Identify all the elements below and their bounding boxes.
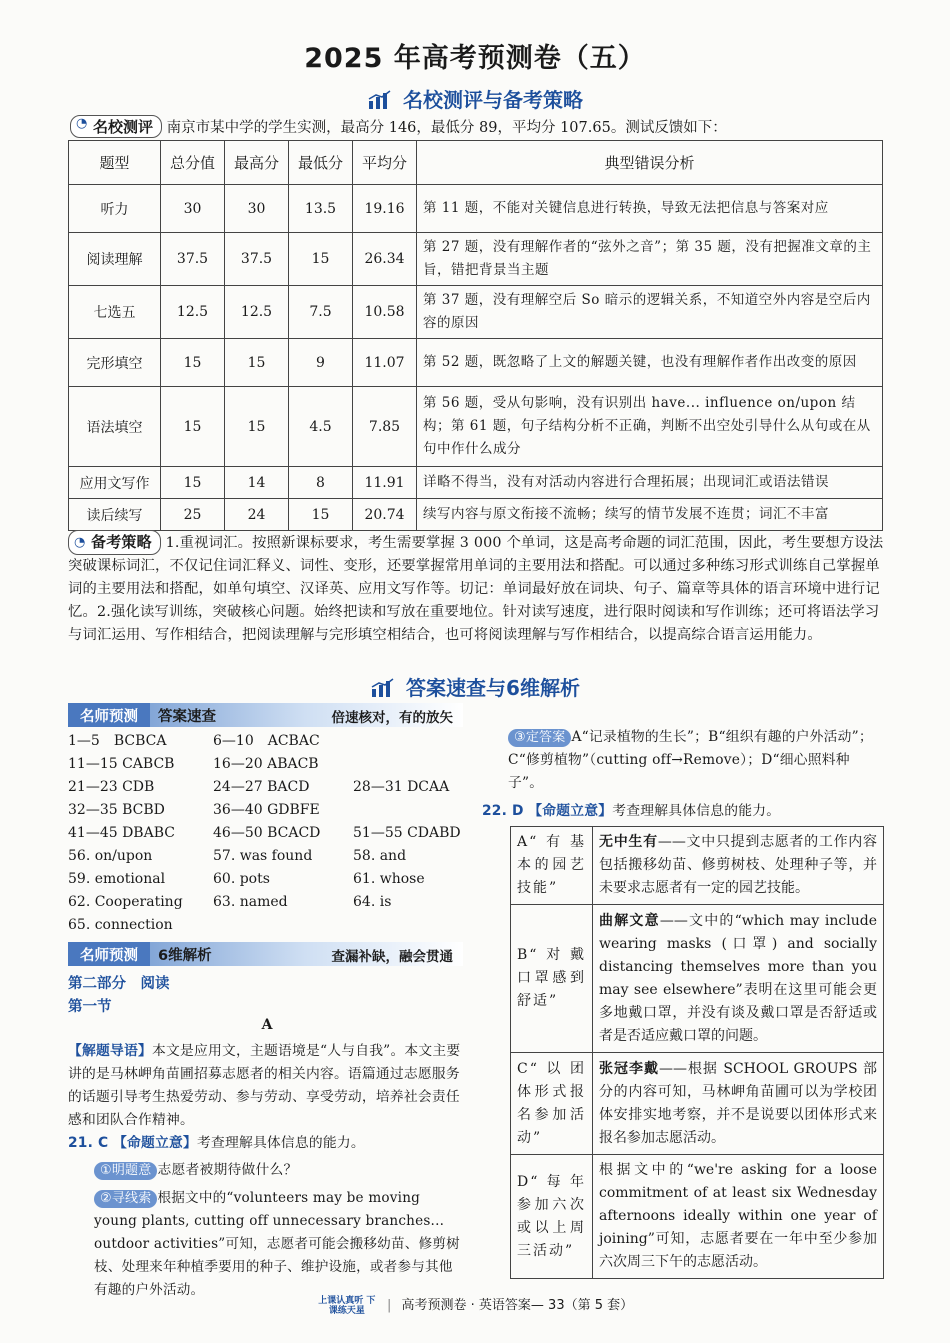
cell: 9 (289, 339, 353, 387)
answer-quick-check-bar (68, 703, 463, 727)
section-heading-answers (0, 672, 950, 701)
guide-text: 本文是应用文，主题语境是“人与自我”。本文主要讲的是马林岬角苗圃招募志愿者的相关内容。语篇通过志愿服务的话题引导考生热爱劳动、参与劳动、享受劳动，培养社会责任感和团队合作精神。 (68, 1043, 461, 1128)
table-row (69, 499, 883, 531)
bar-label: 名师预测 (68, 942, 150, 966)
answer-item: 63. named (213, 894, 288, 910)
q21-line (68, 1132, 466, 1155)
cell: 第 52 题，既忽略了上文的解题关键，也没有理解作者作出改变的原因 (417, 339, 883, 387)
sub-heading: 第一节 (68, 999, 112, 1015)
answer-item: 28—31 DCAA (353, 779, 450, 795)
section-heading-evaluation (0, 84, 950, 113)
answer-item: 41—45 DBABC (68, 825, 175, 841)
col-header: 题型 (69, 141, 161, 185)
cell: 第 11 题，不能对关键信息进行转换，导致无法把信息与答案对应 (417, 185, 883, 233)
option-row (511, 905, 884, 1053)
cell: 15 (289, 233, 353, 286)
option-analysis (593, 905, 884, 1053)
cell: 11.91 (353, 467, 417, 499)
q21-step2 (94, 1187, 466, 1302)
answer-item: 61. whose (353, 871, 425, 887)
cell: 详略不得当，没有对活动内容进行合理拓展；出现词汇或语法错误 (417, 467, 883, 499)
answer-item: 64. is (353, 894, 392, 910)
cell: 7.5 (289, 286, 353, 339)
cell: 7.85 (353, 387, 417, 467)
q21-step3 (508, 726, 884, 795)
bar-chart-icon (370, 677, 396, 699)
col-header: 典型错误分析 (417, 141, 883, 185)
cell: 8 (289, 467, 353, 499)
cell: 七选五 (69, 286, 161, 339)
step-text: 根据文中的“volunteers may be moving young plants, cutting off unnecessary branches... outdoor activities”可知，志愿者可能会搬移幼苗、修剪树枝、处理来年种植季要用的种子、维护设施，或者参与其他有趣的户外活动。 (94, 1190, 460, 1298)
q21-step1 (94, 1159, 466, 1182)
cell: 25 (161, 499, 225, 531)
cell: 13.5 (289, 185, 353, 233)
table-row (69, 233, 883, 286)
cell: 应用文写作 (69, 467, 161, 499)
cell: 听力 (69, 185, 161, 233)
cell: 14 (225, 467, 289, 499)
table-row (69, 387, 883, 467)
option-label: B“对戴口罩感到舒适” (511, 905, 593, 1053)
option-label: C“以团体形式报名参加活动” (511, 1053, 593, 1155)
section-heading-text: 名校测评与备考策略 (403, 88, 583, 112)
option-row (511, 1155, 884, 1279)
tag-strategy: ◔ 备考策略 (68, 530, 161, 555)
cell: 12.5 (161, 286, 225, 339)
table-row (69, 467, 883, 499)
col-header: 平均分 (353, 141, 417, 185)
answer-item: 21—23 CDB (68, 779, 155, 795)
cell: 20.74 (353, 499, 417, 531)
bar-slogan: 查漏补缺，融会贯通 (331, 949, 453, 965)
cell: 37.5 (161, 233, 225, 286)
answer-item: 16—20 ABACB (213, 756, 319, 772)
cell: 30 (225, 185, 289, 233)
table-row (69, 286, 883, 339)
cell: 第 56 题，受从句影响，没有识别出 have... influence on/upon 结构；第 61 题，句子结构分析不正确，判断不出空处引导什么从句或在从句中作什么成分 (417, 387, 883, 467)
analysis-text: ——文中只提到志愿者的工作内容包括搬移幼苗、修剪树枝、处理种子等，并未要求志愿者有一定的园艺技能。 (599, 834, 878, 896)
col-header: 最高分 (225, 141, 289, 185)
q22-text: 考查理解具体信息的能力。 (612, 803, 781, 819)
option-row (511, 1053, 884, 1155)
page-footer: 上课认真听 下课练天星 | 高考预测卷 · 英语答案— 33（第 5 套） (318, 1295, 634, 1316)
option-label: A“有基本的园艺技能” (511, 827, 593, 905)
cell: 24 (225, 499, 289, 531)
answer-item: 58. and (353, 848, 407, 864)
option-row (511, 827, 884, 905)
analysis-text: ——文中的“which may include wearing masks (口罩) and socially distancing themselves more than you may see elsewhere”表明在这里可能会更多地戴口罩，并没有谈及戴口罩是否舒适或者是否适应戴口罩的问题。 (599, 912, 878, 1044)
cell: 15 (225, 387, 289, 467)
cell: 15 (161, 387, 225, 467)
answer-grid (68, 730, 468, 940)
q21-text: 考查理解具体信息的能力。 (196, 1135, 365, 1151)
part-heading: 第二部分 阅读 (68, 976, 170, 992)
bar-title: 答案速查 (158, 709, 216, 725)
answer-item: 36—40 GDBFE (213, 802, 320, 818)
bar-title: 6维解析 (158, 948, 212, 964)
cell: 15 (225, 339, 289, 387)
passage-label: A (261, 1017, 273, 1033)
option-label: D“每年参加六次或以上周三活动” (511, 1155, 593, 1279)
q22-label: 【命题立意】 (528, 803, 613, 819)
cell: 第 37 题，没有理解空后 So 暗示的逻辑关系，不知道空外内容是空后内容的原因 (417, 286, 883, 339)
table-row (69, 339, 883, 387)
answer-item: 11—15 CABCB (68, 756, 175, 772)
bar-chart-icon (367, 89, 393, 111)
step-text: A“记录植物的生长”；B“组织有趣的户外活动”；C“修剪植物”（cutting off→Remove）；D“细心照料种子”。 (508, 729, 873, 791)
step-pill: ③定答案 (508, 729, 571, 747)
table-row (69, 185, 883, 233)
analysis-text: 根据文中的“we're asking for a loose commitment of at least six Wednesday afternoons ideally within one year of joining”可知，志愿者要在一年中至少参加六次周三下午的志愿活动。 (599, 1162, 877, 1270)
strategy-paragraph (68, 530, 884, 647)
error-type: 曲解文意 (599, 912, 660, 929)
cell: 语法填空 (69, 387, 161, 467)
page-title: 2025 年高考预测卷（五） (304, 43, 646, 74)
cell: 37.5 (225, 233, 289, 286)
bar-slogan: 倍速核对，有的放矢 (331, 710, 453, 726)
cell: 15 (161, 339, 225, 387)
answer-item: 65. connection (68, 917, 173, 933)
strategy-text: 1.重视词汇。按照新课标要求，考生需要掌握 3 000 个单词，这是高考命题的词汇范围，因此，考生要想方设法突破课标词汇，不仅记住词汇释义、词性、变形，还要掌握常用单词的主要用法和搭配。可以通过多种练习形式训练自己掌握单词的主要用法和搭配，如单句填空、汉译英、应用文写作等。切记：单词最好放在词块、句子、篇章等具体的语言环境中进行记忆。2.强化读写训练，突破核心问题。始终把读和写放在重要地位。针对读写速度，进行限时阅读和写作训练；还可将语法学习与词汇运用、写作相结合，把阅读理解与完形填空相结合，也可将阅读理解与写作相结合，以提高综合语言运用能力。 (68, 535, 884, 643)
footer-text: 高考预测卷 · 英语答案— 33（第 5 套） (401, 1298, 634, 1313)
cell: 阅读理解 (69, 233, 161, 286)
table-header-row (69, 141, 883, 185)
analysis-text: ——根据 SCHOOL GROUPS 部分的内容可知，马林岬角苗圃可以为学校团体安排实地考察，并不是说要以团体形式来报名参加志愿活动。 (599, 1060, 877, 1146)
cell: 15 (289, 499, 353, 531)
section-heading-text: 答案速查与6维解析 (406, 676, 580, 700)
six-dim-analysis-bar (68, 942, 463, 966)
option-analysis (593, 1053, 884, 1155)
answer-item: 60. pots (213, 871, 270, 887)
col-header: 总分值 (161, 141, 225, 185)
tag-evaluation: ◔ 名校测评 (70, 115, 162, 138)
cell: 12.5 (225, 286, 289, 339)
answer-item: 62. Cooperating (68, 894, 183, 910)
q22-number: 22. D (482, 803, 524, 819)
cell: 30 (161, 185, 225, 233)
score-table (68, 140, 883, 531)
answer-item: 57. was found (213, 848, 313, 864)
bar-label: 名师预测 (68, 703, 150, 727)
cell: 续写内容与原文衔接不流畅；续写的情节发展不连贯；词汇不丰富 (417, 499, 883, 531)
answer-item: 59. emotional (68, 871, 166, 887)
cell: 4.5 (289, 387, 353, 467)
answer-item: 6—10 ACBAC (213, 733, 320, 749)
cell: 15 (161, 467, 225, 499)
error-type: 张冠李戴 (599, 1060, 659, 1077)
q21-number: 21. C (68, 1135, 109, 1151)
cell: 19.16 (353, 185, 417, 233)
guide-label: 【解题导语】 (68, 1043, 152, 1059)
answer-item: 1—5 BCBCA (68, 733, 167, 749)
answer-item: 46—50 BCACD (213, 825, 321, 841)
evaluation-intro (70, 115, 727, 138)
step-pill: ①明题意 (94, 1162, 157, 1180)
option-analysis (593, 1155, 884, 1279)
q21-label: 【命题立意】 (112, 1135, 197, 1151)
cell: 完形填空 (69, 339, 161, 387)
answer-item: 32—35 BCBD (68, 802, 165, 818)
cell: 11.07 (353, 339, 417, 387)
step-pill: ②寻线索 (94, 1190, 157, 1208)
cell: 10.58 (353, 286, 417, 339)
footer-logo: 上课认真听 下课练天星 (318, 1295, 376, 1316)
error-type: 无中生有 (599, 834, 658, 850)
option-analysis (593, 827, 884, 905)
answer-item: 24—27 BACD (213, 779, 310, 795)
q22-line (482, 800, 884, 823)
guide-paragraph (68, 1040, 466, 1132)
intro-text: 南京市某中学的学生实测，最高分 146，最低分 89，平均分 107.65。测试反馈如下： (166, 120, 727, 136)
cell: 读后续写 (69, 499, 161, 531)
step-text: 志愿者被期待做什么？ (157, 1162, 298, 1178)
answer-item: 51—55 CDABD (353, 825, 461, 841)
cell: 第 27 题，没有理解作者的“弦外之音”；第 35 题，没有把握准文章的主旨，错把背景当主题 (417, 233, 883, 286)
cell: 26.34 (353, 233, 417, 286)
q22-options-table (510, 826, 884, 1279)
col-header: 最低分 (289, 141, 353, 185)
answer-item: 56. on/upon (68, 848, 153, 864)
